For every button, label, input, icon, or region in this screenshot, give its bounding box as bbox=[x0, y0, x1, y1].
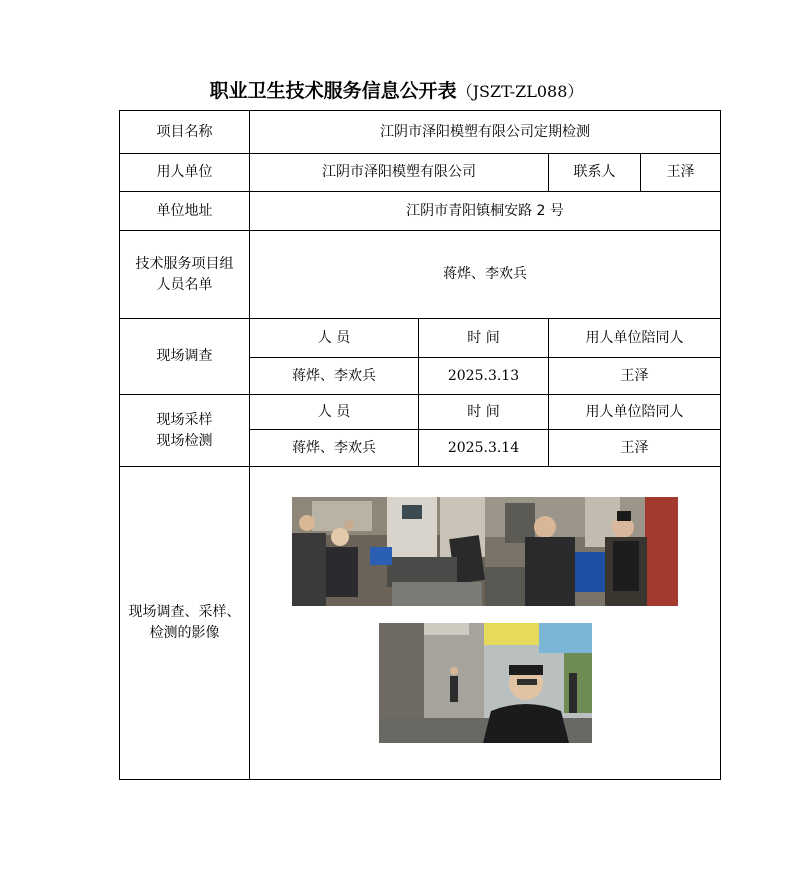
row-employer bbox=[120, 154, 721, 192]
team-label-line1: 技术服务项目组 bbox=[135, 255, 234, 272]
images-label-line1: 现场调查、采样、 bbox=[128, 604, 241, 620]
photo-row-top bbox=[292, 497, 678, 613]
project-name-label: 项目名称 bbox=[120, 111, 250, 154]
row-team bbox=[120, 231, 721, 319]
workshop-photo-2 bbox=[485, 497, 678, 613]
workshop-photo-1 bbox=[292, 497, 485, 613]
survey-people: 蒋烨、李欢兵 bbox=[250, 358, 419, 395]
employer-value: 江阴市泽阳模塑有限公司 bbox=[250, 154, 549, 192]
contact-label: 联系人 bbox=[549, 154, 641, 192]
sampling-escort: 王泽 bbox=[549, 430, 721, 467]
address-text: 江阴市青阳镇桐安路 2 号 bbox=[406, 202, 564, 219]
photo-gallery bbox=[250, 497, 720, 750]
survey-date: 2025.3.13 bbox=[419, 358, 549, 395]
sampling-label-line2: 现场检测 bbox=[156, 432, 213, 449]
street-photo bbox=[379, 623, 592, 750]
sampling-header-escort: 用人单位陪同人 bbox=[549, 395, 721, 430]
sampling-label-line1: 现场采样 bbox=[156, 411, 213, 428]
survey-header-escort: 用人单位陪同人 bbox=[549, 319, 721, 358]
address-value bbox=[250, 192, 721, 231]
info-table bbox=[119, 110, 721, 780]
employer-label: 用人单位 bbox=[120, 154, 250, 192]
title-main: 职业卫生技术服务信息公开表 bbox=[209, 80, 457, 102]
images-label-line2: 检测的影像 bbox=[149, 625, 220, 641]
sampling-people: 蒋烨、李欢兵 bbox=[250, 430, 419, 467]
team-value: 蒋烨、李欢兵 bbox=[250, 231, 721, 319]
survey-label: 现场调查 bbox=[120, 319, 250, 395]
sampling-header-time: 时 间 bbox=[419, 395, 549, 430]
row-images bbox=[120, 467, 721, 780]
sampling-date: 2025.3.14 bbox=[419, 430, 549, 467]
survey-header-people: 人 员 bbox=[250, 319, 419, 358]
row-address bbox=[120, 192, 721, 231]
page-title bbox=[0, 76, 793, 103]
team-label-line2: 人员名单 bbox=[156, 276, 213, 293]
row-survey-header bbox=[120, 319, 721, 358]
sampling-label bbox=[120, 395, 250, 467]
row-project-name bbox=[120, 111, 721, 154]
title-code: （JSZT-ZL088） bbox=[456, 82, 584, 101]
row-sampling-header bbox=[120, 395, 721, 430]
survey-escort: 王泽 bbox=[549, 358, 721, 395]
sampling-header-people: 人 员 bbox=[250, 395, 419, 430]
contact-value: 王泽 bbox=[641, 154, 721, 192]
images-label bbox=[120, 467, 250, 780]
project-name-value: 江阴市泽阳模塑有限公司定期检测 bbox=[250, 111, 721, 154]
images-cell bbox=[250, 467, 721, 780]
survey-header-time: 时 间 bbox=[419, 319, 549, 358]
address-label: 单位地址 bbox=[120, 192, 250, 231]
team-label bbox=[120, 231, 250, 319]
